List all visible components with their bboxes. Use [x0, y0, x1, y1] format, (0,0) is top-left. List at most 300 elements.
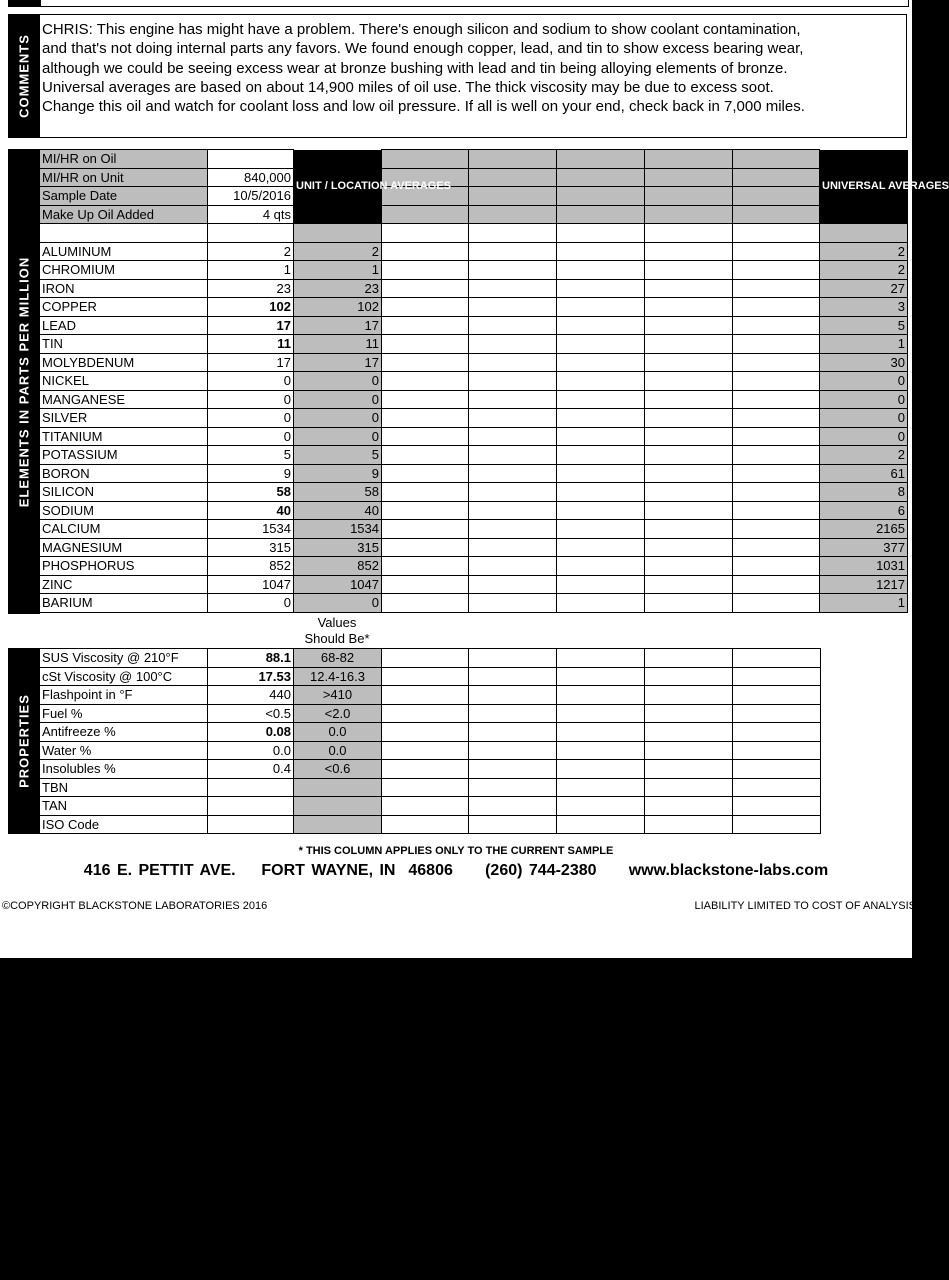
- empty-cell: [469, 150, 557, 169]
- empty-cell: [469, 815, 557, 834]
- info-label: Sample Date: [40, 187, 208, 206]
- element-universal-average: 2: [820, 242, 908, 261]
- property-name: Flashpoint in °F: [40, 686, 208, 705]
- element-unit-average: 17: [294, 316, 382, 335]
- property-name: Insolubles %: [40, 760, 208, 779]
- empty-cell: [382, 390, 469, 409]
- element-row: [40, 335, 908, 354]
- empty-cell: [733, 372, 820, 391]
- element-row: [40, 594, 908, 613]
- element-row: [40, 372, 908, 391]
- element-value: 102: [208, 298, 294, 317]
- element-value: 11: [208, 335, 294, 354]
- empty-cell: [645, 704, 733, 723]
- empty-cell: [645, 150, 733, 169]
- liability-note: LIABILITY LIMITED TO COST OF ANALYSIS: [694, 900, 916, 912]
- element-row: [40, 279, 908, 298]
- property-should-be: 0.0: [294, 741, 382, 760]
- element-value: 0: [208, 594, 294, 613]
- elements-label: ELEMENTS IN PARTS PER MILLION: [8, 149, 40, 614]
- empty-cell: [557, 298, 645, 317]
- element-universal-average: 3: [820, 298, 908, 317]
- empty-cell: [382, 242, 469, 261]
- empty-cell: [645, 224, 733, 243]
- empty-cell: [733, 446, 820, 465]
- property-name: Water %: [40, 741, 208, 760]
- empty-cell: [557, 501, 645, 520]
- element-universal-average: 377: [820, 538, 908, 557]
- empty-cell: [382, 538, 469, 557]
- empty-cell: [469, 446, 557, 465]
- property-value: 0.0: [208, 741, 294, 760]
- empty-cell: [382, 520, 469, 539]
- property-should-be: 12.4-16.3: [294, 667, 382, 686]
- element-name: LEAD: [40, 316, 208, 335]
- element-value: 315: [208, 538, 294, 557]
- empty-cell: [557, 723, 645, 742]
- empty-cell: [645, 298, 733, 317]
- empty-cell: [382, 686, 469, 705]
- empty-cell: [557, 409, 645, 428]
- element-universal-average: 1031: [820, 557, 908, 576]
- empty-cell: [557, 557, 645, 576]
- empty-cell: [645, 205, 733, 224]
- element-name: TITANIUM: [40, 427, 208, 446]
- element-name: BARIUM: [40, 594, 208, 613]
- empty-cell: [469, 261, 557, 280]
- empty-cell: [382, 464, 469, 483]
- lab-address: 416 E. PETTIT AVE. FORT WAYNE, IN 46806 (260) 744-2380 www.blackstone-labs.com: [83, 862, 829, 879]
- empty-cell: [733, 741, 821, 760]
- empty-cell: [469, 760, 557, 779]
- unit-header-text: UNIT / LOCATION AVERAGES: [296, 179, 452, 192]
- empty-cell: [557, 335, 645, 354]
- element-row: [40, 242, 908, 261]
- element-row: [40, 557, 908, 576]
- property-should-be: <2.0: [294, 704, 382, 723]
- empty-cell: [208, 224, 294, 243]
- element-universal-average: 1: [820, 335, 908, 354]
- element-value: 852: [208, 557, 294, 576]
- empty-cell: [645, 446, 733, 465]
- empty-cell: [733, 575, 820, 594]
- empty-cell: [557, 316, 645, 335]
- empty-cell: [382, 741, 469, 760]
- empty-cell: [469, 538, 557, 557]
- empty-cell: [382, 797, 469, 816]
- element-value: 1534: [208, 520, 294, 539]
- empty-cell: [733, 353, 820, 372]
- element-universal-average: 30: [820, 353, 908, 372]
- empty-cell: [382, 760, 469, 779]
- empty-cell: [469, 723, 557, 742]
- universal-averages-header: [820, 150, 949, 224]
- element-row: [40, 298, 908, 317]
- empty-cell: [645, 760, 733, 779]
- element-row: [40, 261, 908, 280]
- values-should-be-header: [293, 615, 381, 647]
- empty-cell: [382, 501, 469, 520]
- info-label: MI/HR on Unit: [40, 168, 208, 187]
- empty-cell: [645, 649, 733, 668]
- empty-cell: [557, 353, 645, 372]
- empty-cell: [645, 464, 733, 483]
- empty-cell: [645, 187, 733, 206]
- empty-cell: [645, 242, 733, 261]
- empty-cell: [382, 372, 469, 391]
- property-row: [40, 760, 821, 779]
- empty-cell: [469, 557, 557, 576]
- info-value: 10/5/2016: [208, 187, 294, 206]
- properties-table: [39, 648, 821, 834]
- element-unit-average: 58: [294, 483, 382, 502]
- property-should-be: 68-82: [294, 649, 382, 668]
- empty-cell: [469, 594, 557, 613]
- empty-cell: [645, 594, 733, 613]
- element-row: [40, 316, 908, 335]
- info-row: [40, 168, 908, 187]
- element-name: ZINC: [40, 575, 208, 594]
- empty-cell: [733, 316, 820, 335]
- empty-cell: [469, 335, 557, 354]
- empty-cell: [645, 538, 733, 557]
- empty-cell: [645, 390, 733, 409]
- element-row: [40, 575, 908, 594]
- property-should-be: >410: [294, 686, 382, 705]
- element-name: CALCIUM: [40, 520, 208, 539]
- empty-cell: [645, 427, 733, 446]
- empty-cell: [733, 168, 820, 187]
- property-value: 17.53: [208, 667, 294, 686]
- empty-cell: [382, 594, 469, 613]
- empty-cell: [733, 501, 820, 520]
- element-name: TIN: [40, 335, 208, 354]
- empty-cell: [557, 372, 645, 391]
- empty-cell: [469, 187, 557, 206]
- element-value: 5: [208, 446, 294, 465]
- empty-cell: [733, 797, 821, 816]
- element-name: BORON: [40, 464, 208, 483]
- element-name: IRON: [40, 279, 208, 298]
- empty-cell: [645, 723, 733, 742]
- element-unit-average: 0: [294, 390, 382, 409]
- element-unit-average: 23: [294, 279, 382, 298]
- property-value: [208, 815, 294, 834]
- empty-cell: [557, 446, 645, 465]
- element-unit-average: 40: [294, 501, 382, 520]
- empty-cell: [557, 224, 645, 243]
- empty-cell: [733, 686, 821, 705]
- copyright: ©COPYRIGHT BLACKSTONE LABORATORIES 2016: [2, 900, 268, 912]
- empty-cell: [382, 205, 469, 224]
- empty-cell: [557, 649, 645, 668]
- empty-cell: [733, 464, 820, 483]
- empty-cell: [469, 520, 557, 539]
- empty-cell: [645, 815, 733, 834]
- element-universal-average: 2: [820, 261, 908, 280]
- empty-cell: [733, 242, 820, 261]
- info-value: [208, 150, 294, 169]
- empty-cell: [382, 557, 469, 576]
- property-value: 440: [208, 686, 294, 705]
- unit-averages-header: [294, 150, 452, 224]
- empty-cell: [733, 224, 820, 243]
- empty-cell: [645, 575, 733, 594]
- empty-cell: [382, 483, 469, 502]
- element-universal-average: 27: [820, 279, 908, 298]
- empty-cell: [557, 778, 645, 797]
- element-unit-average: 852: [294, 557, 382, 576]
- elements-table: [39, 149, 949, 613]
- property-row: [40, 723, 821, 742]
- empty-cell: [557, 427, 645, 446]
- empty-cell: [469, 224, 557, 243]
- element-value: 17: [208, 316, 294, 335]
- element-universal-average: 0: [820, 409, 908, 428]
- empty-cell: [382, 723, 469, 742]
- top-bar-block: [9, 0, 41, 6]
- empty-cell: [733, 649, 821, 668]
- empty-cell: [469, 409, 557, 428]
- element-unit-average: 0: [294, 372, 382, 391]
- empty-cell: [40, 224, 208, 243]
- element-row: [40, 446, 908, 465]
- property-value: [208, 797, 294, 816]
- empty-cell: [469, 316, 557, 335]
- values-header-line2: Should Be*: [304, 631, 370, 646]
- element-value: 1: [208, 261, 294, 280]
- element-value: 9: [208, 464, 294, 483]
- empty-cell: [733, 205, 820, 224]
- empty-cell: [645, 797, 733, 816]
- empty-cell: [557, 242, 645, 261]
- empty-cell: [645, 316, 733, 335]
- element-value: 0: [208, 427, 294, 446]
- info-label: MI/HR on Oil: [40, 150, 208, 169]
- property-row: [40, 686, 821, 705]
- element-universal-average: 8: [820, 483, 908, 502]
- element-name: MAGNESIUM: [40, 538, 208, 557]
- empty-cell: [557, 483, 645, 502]
- property-should-be: <0.6: [294, 760, 382, 779]
- empty-cell: [469, 205, 557, 224]
- element-value: 0: [208, 372, 294, 391]
- empty-cell: [557, 187, 645, 206]
- empty-cell: [557, 538, 645, 557]
- empty-cell: [469, 168, 557, 187]
- empty-cell: [382, 667, 469, 686]
- element-universal-average: 6: [820, 501, 908, 520]
- empty-cell: [382, 778, 469, 797]
- empty-cell: [733, 150, 820, 169]
- current-sample-note: * THIS COLUMN APPLIES ONLY TO THE CURRENT SAMPLE: [298, 845, 614, 857]
- empty-cell: [645, 520, 733, 539]
- property-row: [40, 778, 821, 797]
- element-universal-average: 61: [820, 464, 908, 483]
- empty-cell: [469, 353, 557, 372]
- property-name: cSt Viscosity @ 100°C: [40, 667, 208, 686]
- empty-cell: [733, 778, 821, 797]
- empty-cell: [469, 464, 557, 483]
- empty-cell: [733, 760, 821, 779]
- property-row: [40, 704, 821, 723]
- empty-cell: [733, 187, 820, 206]
- empty-cell: [733, 538, 820, 557]
- comments-label: COMMENTS: [8, 14, 40, 137]
- empty-cell: [382, 298, 469, 317]
- property-name: TAN: [40, 797, 208, 816]
- element-unit-average: 17: [294, 353, 382, 372]
- empty-cell: [382, 150, 469, 169]
- empty-cell: [469, 575, 557, 594]
- empty-cell: [469, 778, 557, 797]
- info-row: [40, 150, 908, 169]
- empty-cell: [557, 797, 645, 816]
- empty-cell: [469, 667, 557, 686]
- empty-cell: [645, 168, 733, 187]
- empty-cell: [645, 335, 733, 354]
- empty-cell: [645, 483, 733, 502]
- element-row: [40, 427, 908, 446]
- empty-cell: [382, 815, 469, 834]
- element-unit-average: 315: [294, 538, 382, 557]
- empty-cell: [557, 686, 645, 705]
- empty-cell: [733, 261, 820, 280]
- info-label: Make Up Oil Added: [40, 205, 208, 224]
- values-header-line1: Values: [317, 615, 357, 630]
- property-value: 0.08: [208, 723, 294, 742]
- property-value: 88.1: [208, 649, 294, 668]
- element-unit-average: 11: [294, 335, 382, 354]
- element-name: COPPER: [40, 298, 208, 317]
- element-unit-average: 0: [294, 409, 382, 428]
- element-row: [40, 353, 908, 372]
- empty-cell: [557, 667, 645, 686]
- empty-cell: [469, 390, 557, 409]
- empty-cell: [733, 335, 820, 354]
- empty-cell: [733, 427, 820, 446]
- property-name: ISO Code: [40, 815, 208, 834]
- empty-cell: [733, 815, 821, 834]
- element-unit-average: 1047: [294, 575, 382, 594]
- element-name: CHROMIUM: [40, 261, 208, 280]
- empty-cell: [645, 557, 733, 576]
- empty-cell: [645, 667, 733, 686]
- empty-cell: [382, 704, 469, 723]
- empty-cell: [382, 279, 469, 298]
- spacer-row: [40, 224, 908, 243]
- element-name: MANGANESE: [40, 390, 208, 409]
- element-name: POTASSIUM: [40, 446, 208, 465]
- element-row: [40, 501, 908, 520]
- universal-header-text: UNIVERSAL AVERAGES: [822, 179, 949, 192]
- empty-cell: [557, 279, 645, 298]
- property-row: [40, 815, 821, 834]
- element-value: 23: [208, 279, 294, 298]
- element-row: [40, 483, 908, 502]
- empty-cell: [469, 501, 557, 520]
- empty-cell: [733, 298, 820, 317]
- element-unit-average: 5: [294, 446, 382, 465]
- empty-cell: [557, 575, 645, 594]
- empty-cell: [645, 501, 733, 520]
- property-row: [40, 797, 821, 816]
- empty-cell: [382, 649, 469, 668]
- empty-cell: [382, 427, 469, 446]
- property-should-be: 0.0: [294, 723, 382, 742]
- empty-cell: [645, 778, 733, 797]
- empty-cell: [733, 594, 820, 613]
- element-universal-average: 5: [820, 316, 908, 335]
- element-universal-average: 1217: [820, 575, 908, 594]
- element-value: 0: [208, 390, 294, 409]
- empty-cell: [469, 741, 557, 760]
- empty-cell: [469, 427, 557, 446]
- element-row: [40, 538, 908, 557]
- property-value: <0.5: [208, 704, 294, 723]
- element-unit-average: 1534: [294, 520, 382, 539]
- empty-cell: [557, 760, 645, 779]
- empty-cell: [557, 741, 645, 760]
- property-should-be: [294, 778, 382, 797]
- empty-cell: [733, 723, 821, 742]
- empty-cell: [382, 335, 469, 354]
- element-row: [40, 520, 908, 539]
- empty-cell: [557, 390, 645, 409]
- property-should-be: [294, 815, 382, 834]
- element-name: SILVER: [40, 409, 208, 428]
- info-row: [40, 205, 908, 224]
- property-row: [40, 649, 821, 668]
- empty-cell: [733, 409, 820, 428]
- empty-cell: [557, 205, 645, 224]
- element-unit-average: 0: [294, 594, 382, 613]
- empty-cell: [382, 446, 469, 465]
- empty-cell: [469, 649, 557, 668]
- element-unit-average: 2: [294, 242, 382, 261]
- empty-cell: [382, 261, 469, 280]
- empty-cell: [645, 372, 733, 391]
- property-row: [40, 667, 821, 686]
- empty-cell: [733, 520, 820, 539]
- element-universal-average: 0: [820, 372, 908, 391]
- element-name: SODIUM: [40, 501, 208, 520]
- properties-label: PROPERTIES: [8, 648, 40, 834]
- empty-cell: [557, 520, 645, 539]
- element-row: [40, 409, 908, 428]
- element-name: NICKEL: [40, 372, 208, 391]
- empty-cell: [733, 279, 820, 298]
- element-value: 0: [208, 409, 294, 428]
- element-name: PHOSPHORUS: [40, 557, 208, 576]
- empty-cell: [382, 224, 469, 243]
- element-name: SILICON: [40, 483, 208, 502]
- empty-cell: [557, 815, 645, 834]
- empty-cell: [733, 390, 820, 409]
- element-value: 58: [208, 483, 294, 502]
- empty-cell: [645, 409, 733, 428]
- empty-cell: [645, 261, 733, 280]
- element-value: 2: [208, 242, 294, 261]
- element-universal-average: 1: [820, 594, 908, 613]
- empty-cell: [469, 483, 557, 502]
- element-value: 17: [208, 353, 294, 372]
- empty-cell: [645, 353, 733, 372]
- info-row: [40, 187, 908, 206]
- empty-cell: [294, 224, 382, 243]
- empty-cell: [557, 594, 645, 613]
- empty-cell: [469, 372, 557, 391]
